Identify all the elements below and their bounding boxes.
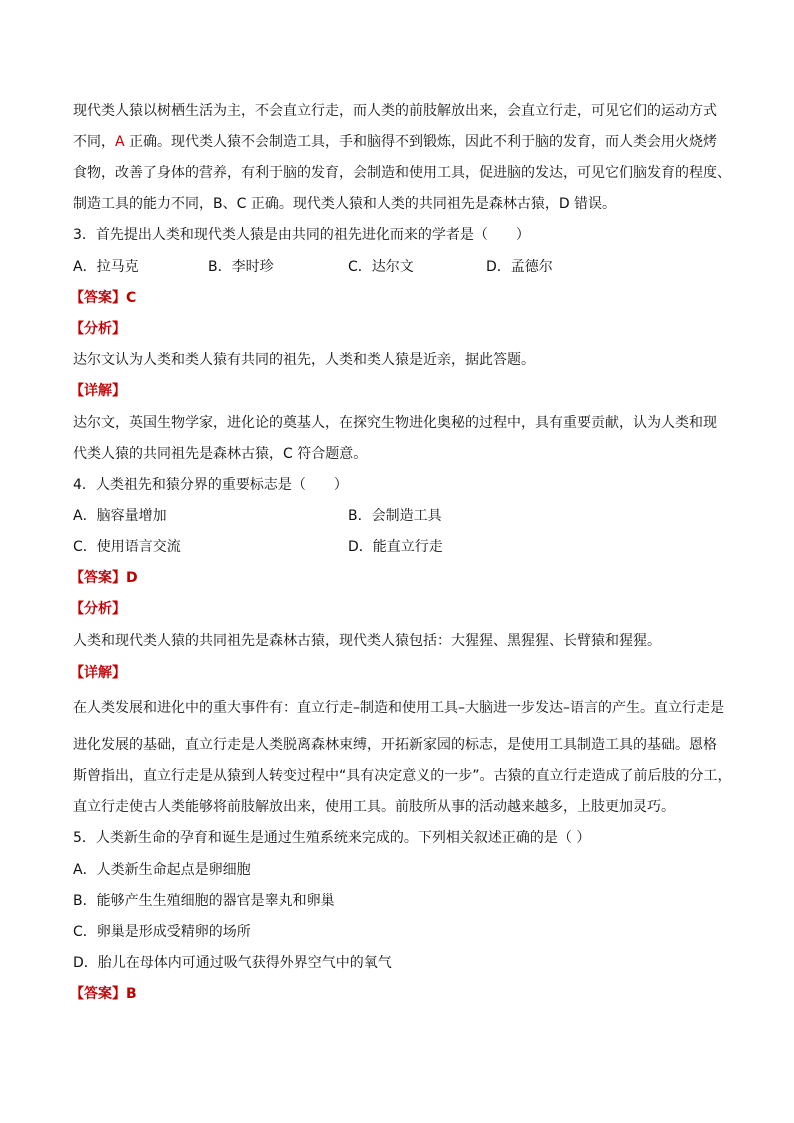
q5-option-b: B．能够产生生殖细胞的器官是睾丸和卵巢 <box>73 893 335 909</box>
q2-detail-line: 现代类人猿以树栖生活为主，不会直立行走，而人类的前肢解放出来，会直立行走，可见它们的运动方式 <box>73 103 717 119</box>
question-4: 4．人类祖先和猿分界的重要标志是（ ） <box>73 477 348 493</box>
q5-option-a: A．人类新生命起点是卵细胞 <box>73 862 251 878</box>
q2-detail-line: 制造工具的能力不同，B、C 正确。现代类人猿和人类的共同祖先是森林古猿，D 错误。 <box>73 196 617 212</box>
q4-analysis: 人类和现代类人猿的共同祖先是森林古猿，现代类人猿包括：大猩猩、黑猩猩、长臂猿和猩猩。 <box>73 633 661 649</box>
q4-analysis-label: 【分析】 <box>70 601 126 617</box>
q3-analysis: 达尔文认为人类和类人猿有共同的祖先，人类和类人猿是近亲，据此答题。 <box>73 352 535 368</box>
q4-option-d: D．能直立行走 <box>348 539 443 555</box>
q5-answer: 【答案】B <box>70 986 137 1002</box>
q4-detail-line: 直立行走使古人类能够将前肢解放出来，使用工具。前肢所从事的活动越来越多，上肢更加灵巧。 <box>73 799 675 815</box>
q3-answer: 【答案】C <box>70 290 137 306</box>
q5-option-c: C．卵巢是形成受精卵的场所 <box>73 924 251 940</box>
question-5: 5．人类新生命的孕育和诞生是通过生殖系统来完成的。下列相关叙述正确的是（ ） <box>73 830 591 846</box>
q4-option-a: A．脑容量增加 <box>73 508 167 524</box>
q4-detail-line: 斯曾指出，直立行走是从猿到人转变过程中“具有决定意义的一步”。古猿的直立行走造成了前后肢的分工， <box>73 768 732 784</box>
q3-option-b: B．李时珍 <box>208 259 274 275</box>
q5-option-d: D．胎儿在母体内可通过吸气获得外界空气中的氧气 <box>73 955 392 971</box>
q3-option-d: D．孟德尔 <box>486 259 553 275</box>
q3-detail-line: 达尔文，英国生物学家，进化论的奠基人，在探究生物进化奥秘的过程中，具有重要贡献，认为人类和现 <box>73 415 717 431</box>
q4-detail-line: 进化发展的基础，直立行走是人类脱离森林束缚，开拓新家园的标志，是使用工具制造工具的基础。恩格 <box>73 737 717 753</box>
q4-detail-label: 【详解】 <box>70 665 126 681</box>
question-3: 3．首先提出人类和现代类人猿是由共同的祖先进化而来的学者是（ ） <box>73 227 530 243</box>
q2-detail-line: 不同，A 正确。现代类人猿不会制造工具，手和脑得不到锻炼，因此不利于脑的发育，而人类会用火烧烤 <box>73 134 718 150</box>
highlight-letter: A <box>115 134 125 150</box>
q3-detail-label: 【详解】 <box>70 383 126 399</box>
q3-detail-line: 代类人猿的共同祖先是森林古猿，C 符合题意。 <box>73 446 368 462</box>
q3-analysis-label: 【分析】 <box>70 321 126 337</box>
q4-option-c: C．使用语言交流 <box>73 539 181 555</box>
q4-answer: 【答案】D <box>70 570 138 586</box>
q3-option-a: A．拉马克 <box>73 259 139 275</box>
q4-detail-line: 在人类发展和进化中的重大事件有：直立行走–制造和使用工具–大脑进一步发达–语言的产生。直立行走是 <box>73 700 724 716</box>
q3-option-c: C．达尔文 <box>348 259 414 275</box>
q2-detail-line: 食物，改善了身体的营养，有利于脑的发育，会制造和使用工具，促进脑的发达，可见它们脑发育的程度、 <box>73 165 731 181</box>
q4-option-b: B．会制造工具 <box>348 508 442 524</box>
